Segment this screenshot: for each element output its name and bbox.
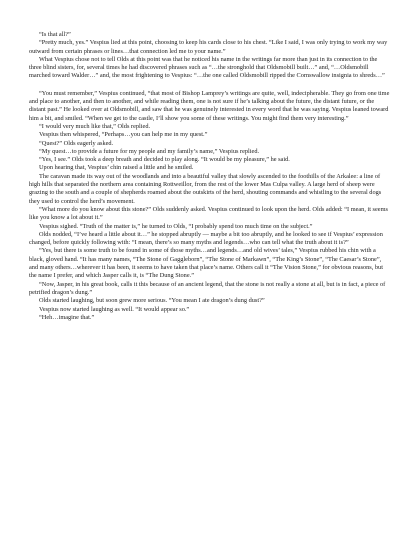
paragraph: “I would very much like that,” Olds replied. <box>39 122 151 130</box>
paragraph: “My quest…to provide a future for my people and my family’s name,” Vespius replied. <box>39 147 260 155</box>
paragraph: “Quest?” Olds eagerly asked. <box>39 139 114 147</box>
paragraph: Upon hearing that, Vespius’ chin raised a little and he smiled. <box>39 164 194 172</box>
text-body <box>29 31 390 322</box>
paragraph: Vespius sighed. “Truth of the matter is,” he turned to Olds, “I probably spend too much time on the subject.” <box>39 222 313 230</box>
paragraph: Vespius now started laughing as well. “It would appear so.” <box>39 305 190 313</box>
paragraph: What Vespius chose not to tell Olds at this point was that he noticed his name in the writings far more than just in its connection to the three blind sisters, for, several times he had discovered phrases such as “…the stronghold that Oldsmobill built…” and, “…Oldsmobill marched toward Walder…” and, the most frightening to Vespius: “…the one called Oldsmobill ripped the Cornswallow insignia to shreds…” <box>29 55 385 80</box>
paragraph: “Yes, but there is some truth to be found in some of those myths…and legends…and old wives’ tales,” Vespius rubbed his chin with a black, gloved hand. “It has many names, “The Stone of Gaggleborn”, “The Stone of Markawn”, “The King’s Stone”, “The Caesar’s Stone”, and many others…wherever it has been, it seems to have taken that place’s name. Others call it “The Vision Stone,” for obvious reasons, but the name I prefer, and which Jasper calls it, is “The Dung Stone.” <box>29 247 383 280</box>
paragraph: The caravan made its way out of the woodlands and into a beautiful valley that slowly ascended to the foothills of the Arkalee: a line of high hills that separated the northern area containing Rottweillor, from the rest of the lower Mas Culpa valley. A large herd of sheep were grazing to the south and a couple of shepherds roamed about the outskirts of the herd, shouting commands and whistling to the several dogs they used to control the herd’s movement. <box>29 172 382 205</box>
paragraph: Vespius then whispered, “Perhaps…you can help me in my quest.” <box>39 131 208 139</box>
paragraph-gap <box>29 81 390 90</box>
paragraph: Olds nodded, “I’ve heard a little about it…” he stopped abruptly — maybe a bit too abruptly, and he looked to see if Vespius’ expression changed, before quickly following with: “I mean, there’s so many myths and legends…who can tell what the truth about it is?” <box>29 230 383 247</box>
paragraph: “Heh…imagine that.” <box>39 313 95 321</box>
paragraph: “Yes, I see.” Olds took a deep breath and decided to play along. “It would be my pleasure,” he said. <box>39 156 290 164</box>
paragraph: “Now, Jasper, in his great book, calls it this because of an ancient legend, that the stone is not really a stone at all, but is in fact, a piece of petrified dragon’s dung.” <box>29 280 386 296</box>
paragraph: “You must remember,” Vespius continued, “that most of Bishop Lamprey’s writings are quite, well, indecipherable. They go from one time and place to another, and then to another, and while reading them, one is not sure if he’s talking about the future, the distant future, or the distant past.” He looked over at Oldsmobill, and saw that he was genuinely interested in every word that he was saying. Vespius leaned toward him a bit, and smiled. “When we get to the castle, I’ll show you some of these writings. You might find them very interesting.” <box>29 89 390 122</box>
paragraph: “Pretty much, yes.” Vespius lied at this point, choosing to keep his cards close to his chest. “Like I said, I was only trying to work my way outward from certain phrases or lines…that connection led me to your name.” <box>29 39 388 55</box>
paragraph: “What more do you know about this stone?” Olds suddenly asked. Vespius continued to look upon the herd. Olds added: “I mean, it seems like you know a lot about it.” <box>29 205 388 222</box>
paragraph: Olds started laughing, but soon grew more serious. “You mean I ate dragon’s dung dust?” <box>39 297 265 305</box>
paragraph: “Is that all?” <box>39 31 71 38</box>
